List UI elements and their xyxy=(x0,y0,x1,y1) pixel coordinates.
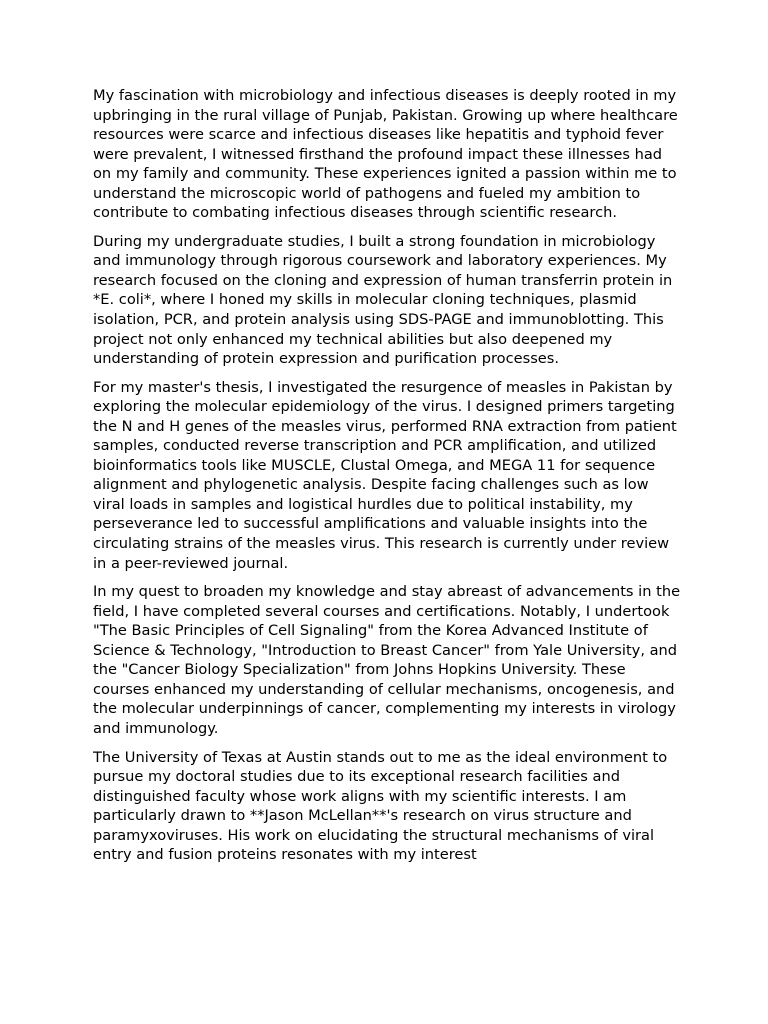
paragraph-childhood-motivation: My fascination with microbiology and infectious diseases is deeply rooted in my upbringing in the rural village of Punjab, Pakistan. Growing up where healthcare resources were scarce and infectious diseases like hepatitis and typhoid fever were prevalent, I witnessed firsthand the profound impact these illnesses had on my family and community. These experiences ignited a passion within me to understand the microscopic world of pathogens and fueled my ambition to contribute to combating infectious diseases through scientific research. xyxy=(93,87,678,222)
paragraph-ut-austin-interest: The University of Texas at Austin stands out to me as the ideal environment to pursue my doctoral studies due to its exceptional research facilities and distinguished faculty whose work aligns with my scientific interests. I am particularly drawn to **Jason McLellan**'s research on virus structure and paramyxoviruses. His work on elucidating the structural mechanisms of viral entry and fusion proteins resonates with my interest xyxy=(93,748,668,864)
paragraph-undergraduate-research: During my undergraduate studies, I built a strong foundation in microbiology and immunology through rigorous coursework and laboratory experiences. My research focused on the cloning and expression of human transferrin protein in *E. coli*, where I honed my skills in molecular cloning techniques, plasmid isolation, PCR, and protein analysis using SDS-PAGE and immunoblotting. This project not only enhanced my technical abilities but also deepened my understanding of protein expression and purification processes. xyxy=(93,232,673,368)
paragraph-courses-certifications: In my quest to broaden my knowledge and stay abreast of advancements in the field, I have completed several courses and certifications. Notably, I undertook "The Basic Principles of Cell Signaling" from the Korea Advanced Institute of Science & Technology, "Introduction to Breast Cancer" from Yale University, and the "Cancer Biology Specialization" from Johns Hopkins University. These courses enhanced my understanding of cellular mechanisms, oncogenesis, and the molecular underpinnings of cancer, complementing my interests in virology and immunology. xyxy=(93,583,681,737)
document-body xyxy=(93,86,683,936)
paragraph-masters-thesis: For my master's thesis, I investigated the resurgence of measles in Pakistan by exploring the molecular epidemiology of the virus. I designed primers targeting the N and H genes of the measles virus, performed RNA extraction from patient samples, conducted reverse transcription and PCR amplification, and utilized bioinformatics tools like MUSCLE, Clustal Omega, and MEGA 11 for sequence alignment and phylogenetic analysis. Despite facing challenges such as low viral loads in samples and logistical hurdles due to political instability, my perseverance led to successful amplifications and valuable insights into the circulating strains of the measles virus. This research is currently under review in a peer-reviewed journal. xyxy=(93,378,677,572)
